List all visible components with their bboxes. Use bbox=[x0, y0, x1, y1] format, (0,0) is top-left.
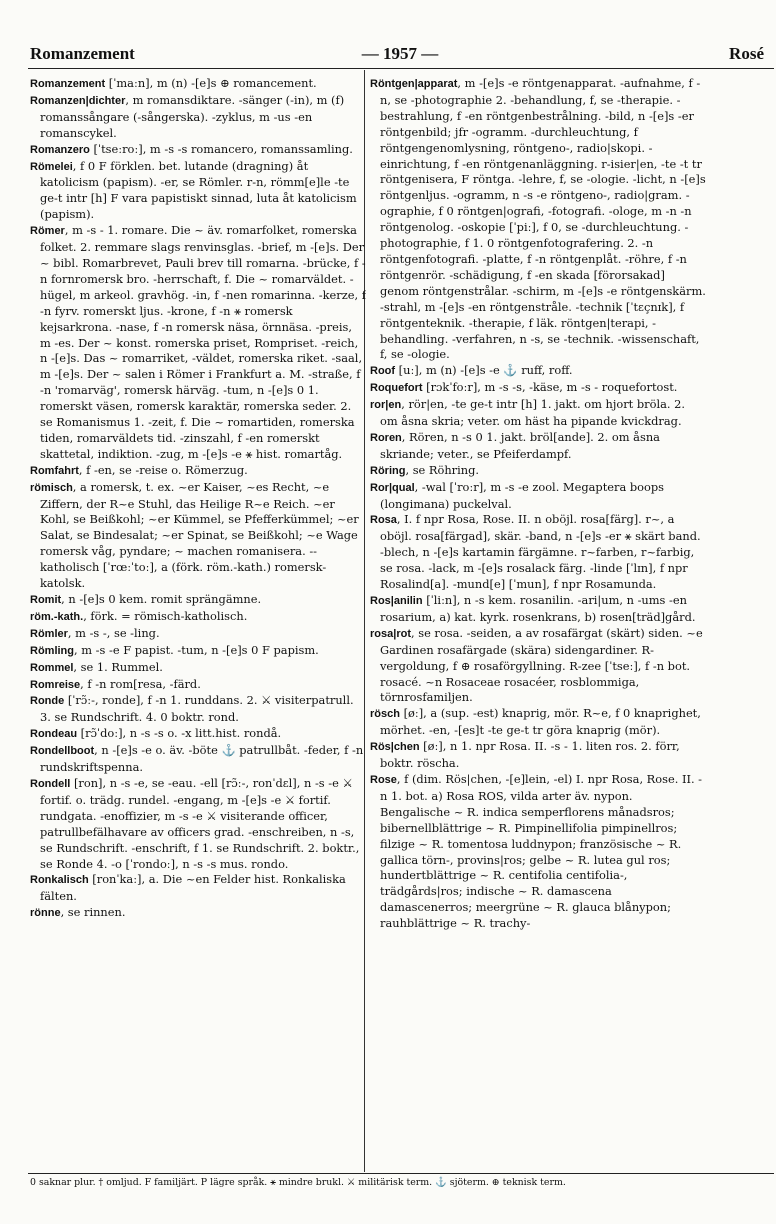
entry: Ros|anilin [ˈliːn], n -s kem. rosanilin. -ari|um, n -ums -en rosarium, a) kat. kyrk. rosenkrans, b) rosen[träd]gård. bbox=[370, 593, 696, 624]
entry: rönne, se rinnen. bbox=[30, 905, 126, 920]
entry: Romreise, f -n rom[resa, -färd. bbox=[30, 676, 201, 691]
entry: Romanzement [ˈmaːn], m (n) -[e]s ⊕ romancement. bbox=[30, 76, 317, 90]
footer-rule bbox=[28, 1173, 774, 1174]
entry: Rondeau [rɔ̃ˈdoː], n -s -s o. -x litt.hist. rondå. bbox=[30, 726, 282, 741]
entry: Römer, m -s - 1. romare. Die ~ äv. romarfolket, romerska folket. 2. remmare slags renvinsglas. -brief, m -[e]s. Der ~ bibl. Romarbrevet, Pauli brev till romarna. -brücke, f -n fornromersk bro. -herrschaft, f. Die ~ romarväldet. -hügel, m arkeol. gravhög. -in, f -nen romarinna. -kerze, f -n fyrv. romerskt ljus. -krone, f -n ⚹ romersk kejsarkrona. -nase, f -n romersk näsa, örnnäsa. -preis, m -es. Der ~ konst. romerska priset, Rompriset. -reich, n -[e]s. Das ~ romarriket, -väldet, romerska riket. -saal, m -[e]s. Der ~ salen i Römer i Frankfurt a. M. -straße, f -n 'romarväg', romersk härväg. -tum, n -[e]s 0 1. romerskt väsen, romersk karaktär, romerska seder. 2. se Romanismus 1. -zeit, f. Die ~ romartiden, romerska tiden, romarväldets tid. -zinszahl, f -en romerskt skattetal, indiktion. -zug, m -[e]s -e ⚹ hist. romartåg. bbox=[30, 223, 366, 461]
header-right-word: Rosé bbox=[729, 44, 764, 63]
header-left-word: Romanzement bbox=[30, 44, 135, 63]
entry: Roquefort [rɔkˈfoːr], m -s -s, -käse, m -s - roquefortost. bbox=[370, 380, 678, 395]
entry: Rondell [ron], n -s -e, se -eau. -ell [rɔ̃ː-, ronˈdɛl], n -s -e ⚔ fortif. o. trädg. rundel. -engang, m -[e]s -e ⚔ fortif. rundgata. -enoffizier, m -s -e ⚔ visiterande officer, patrullbefälhavare av officers grad. -enschreiben, n -s, se Rundschrift. -enschrift, f 1. se Rundschrift. 2. boktr., se Ronde 4. -o [ˈrondoː], n -s -s mus. rondo. bbox=[30, 775, 360, 871]
entry: römisch, a romersk, t. ex. ~er Kaiser, ~es Recht, ~e Ziffern, der R~e Stuhl, das Heilige R~e Reich. ~er Kohl, se Beißkohl; ~er Kümmel, se Pfefferkümmel; ~er Salat, se Bindesalat; ~er Spinat, se Beißkohl; ~e Wage romersk våg, pyndare; ~ machen romanisera. --katholisch [ˈrœːˈtoː], a (förk. röm.-kath.) romersk-katolsk. bbox=[30, 479, 359, 591]
entry: Romanzen|dichter, m romansdiktare. -sänger (-in), m (f) romanssångare (-sångerska). -zyklus, m -us -en romanscykel. bbox=[30, 92, 345, 140]
entry: Rose, f (dim. Rös|chen, -[e]lein, -el) I. npr Rosa, Rose. II. -n 1. bot. a) Rosa ROS, vilda arter äv. nypon. Bengalische ~ R. indica semperflorens månadsros; bibernellblättrige ~ R. Pimpinellifolia pimpinellros; filzige ~ R. tomentosa luddnypon; französische ~ R. gallica törn-, provins|ros; gelbe ~ R. lutea gul ros; hundertblättrige ~ R. centifolia centifolia-, trädgårds|ros; indische ~ R. damascena damascenerros; meergrüne ~ R. glauca blånypon; rauhblättrige ~ R. trachy- bbox=[370, 771, 703, 931]
abbreviation-key: 0 saknar plur. † omljud. F familjärt. P lägre språk. ⚹ mindre brukl. ⚔ militärisk term. ⚓ sjöterm. ⊕ teknisk term. bbox=[30, 1177, 566, 1188]
entry: Röntgen|apparat, m -[e]s -e röntgenapparat. -aufnahme, f -n, se -photographie 2. -behandlung, f, se -therapie. -bestrahlung, f -en röntgenbestrålning. -bild, n -[e]s -er röntgenbild; jfr -ogramm. -durchleuchtung, f röntgengenomlysning, röntgeno-, radio|skopi. -einrichtung, f -en röntgenanläggning. r-isier|en, -te -t tr röntgenisera, F röntga. -lehre, f, se -ologie. -licht, n -[e]s röntgenljus. -ogramm, n -s -e röntgeno-, radio|gram. -ographie, f 0 röntgen|ografi, -fotografi. -ologe, m -n -n röntgenolog. -oskopie [ˈpiː], f 0, se -durchleuchtung. -photographie, f 1. 0 röntgenfotografering. 2. -n röntgenfotografi. -platte, f -n röntgenplåt. -röhre, f -n röntgenrör. -schädigung, f -en skada [förorsakad] genom röntgenstrålar. -schirm, m -[e]s -e röntgenskärm. -strahl, m -[e]s -en röntgenstråle. -technik [ˈtɛçnɪk], f röntgenteknik. -therapie, f läk. röntgen|terapi, -behandling. -verfahren, n -s, se -technik. -wissenschaft, f, se -ologie. bbox=[370, 76, 706, 362]
entry: Römling, m -s -e F papist. -tum, n -[e]s 0 F papism. bbox=[30, 642, 319, 657]
entry: Roof [uː], m (n) -[e]s -e ⚓ ruff, roff. bbox=[370, 363, 573, 378]
entry: Rös|chen [øː], n 1. npr Rosa. II. -s - 1. liten ros. 2. förr, boktr. röscha. bbox=[370, 739, 680, 771]
entry: Röring, se Röhring. bbox=[370, 462, 480, 477]
entry: Römelei, f 0 F förklen. bet. lutande (dragning) åt katolicism (papism). -er, se Römler. r-n, römm[e]le -te ge-t intr [h] F vara papistiskt sinnad, luta åt katolicism (papism). bbox=[30, 158, 357, 222]
entry: Rosa, I. f npr Rosa, Rose. II. n oböjl. rosa[färg]. r~, a oböjl. rosa[färgad], skär. -band, n -[e]s -er ⚹ skärt band. -blech, n -[e]s kartamin färgämne. r~farben, r~farbig, se rosa. -lack, m -[e]s rosalack färg. -linde [ˈlɪn], f npr Rosalind[a]. -mund[e] [ˈmun], f npr Rosamunda. bbox=[370, 512, 701, 592]
entry: röm.-kath., förk. = römisch-katholisch. bbox=[30, 608, 248, 623]
entry: Romanzero [ˈtseːroː], m -s -s romancero, romanssamling. bbox=[30, 141, 353, 156]
entry: rösch [øː], a (sup. -est) knaprig, mör. R~e, f 0 knaprighet, mörhet. -en, -[es]t -te ge-t tr göra knaprig (mör). bbox=[370, 706, 701, 738]
entry: Römler, m -s -, se -ling. bbox=[30, 625, 160, 640]
entry: ror|en, rör|en, -te ge-t intr [h] 1. jakt. om hjort bröla. 2. om åsna skria; veter. om häst ha pipande kvickdrag. bbox=[370, 397, 686, 429]
entry: rosa|rot, se rosa. -seiden, a av rosafärgat (skärt) siden. ~e Gardinen rosafärgade (skära) sidengardiner. R-vergoldung, f ⊕ rosaförgyllning. R-zee [ˈtseː], f -n bot. rosacé. ~n Rosaceae rosacéer, rosblommiga, törnrosfamiljen. bbox=[370, 625, 703, 705]
entry: Ronde [ˈrɔ̃ː-, ronde], f -n 1. runddans. 2. ⚔ visiterpatrull. 3. se Rundschrift. 4. 0 boktr. rond. bbox=[30, 693, 354, 725]
entry: Rondellboot, n -[e]s -e o. äv. -böte ⚓ patrullbåt. -feder, f -n rundskriftspenna. bbox=[30, 743, 364, 775]
page-header bbox=[30, 44, 770, 66]
left-column bbox=[30, 76, 366, 1170]
entry: Romit, n -[e]s 0 kem. romit sprängämne. bbox=[30, 592, 262, 606]
entry: Ronkalisch [ronˈkaː], a. Die ~en Felder hist. Ronkaliska fälten. bbox=[30, 872, 346, 904]
page-number: — 1957 — bbox=[361, 44, 439, 63]
entry: Romfahrt, f -en, se -reise o. Römerzug. bbox=[30, 462, 248, 477]
entry: Rommel, se 1. Rummel. bbox=[30, 659, 163, 674]
entry: Ror|qual, -wal [ˈroːr], m -s -e zool. Megaptera boops (longimana) puckelval. bbox=[370, 479, 665, 511]
header-rule bbox=[28, 68, 774, 69]
right-column bbox=[370, 76, 706, 1170]
entry: Roren, Rören, n -s 0 1. jakt. bröl[ande]. 2. om åsna skriande; veter., se Pfeiferdampf. bbox=[370, 429, 660, 461]
